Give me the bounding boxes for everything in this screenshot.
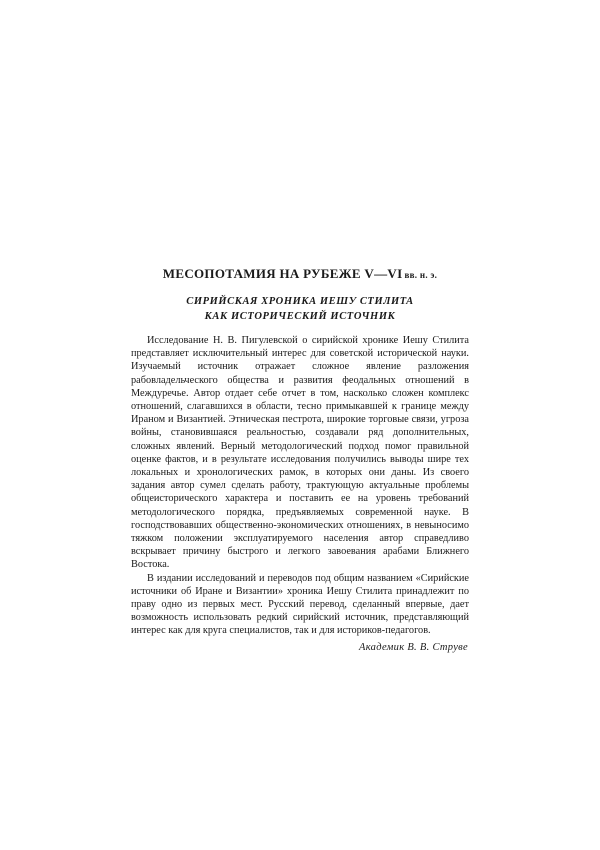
subtitle-line-1: СИРИЙСКАЯ ХРОНИКА ИЕШУ СТИЛИТА <box>186 296 414 307</box>
subtitle-line-2: КАК ИСТОРИЧЕСКИЙ ИСТОЧНИК <box>204 311 396 322</box>
chapter-title-main: МЕСОПОТАМИЯ НА РУБЕЖЕ V—VI <box>162 266 403 281</box>
author-signature: Академик В. В. Струве <box>359 642 468 653</box>
paragraph-1: Исследование Н. В. Пигулевской о сирийской хронике Иешу Стилита представляет исключительный интерес для советской исторической науки. Изучаемый источник отражает сложное явление разложения рабовладельческого общества и развития феодальных отношений в Междуречье. Автор отдает себе отчет в том, насколько сложен комплекс отношений, слагавшихся в области, тесно примыкавшей к границе между Ираном и Византией. Этническая пестрота, широкие торговые связи, угроза войны, становившаяся реальностью, создавали ряд дополнительных, сложных явлений. Верный методологический подход помог правильной оценке фактов, и в результате исследования получились выводы шире тех локальных и хронологических рамок, в которых они даны. Из своего задания автор сумел сделать работу, трактующую актуальные проблемы общеисторического характера и поставить ее на уровень требований методологического порядка, предъявляемых современной науке. В господствовавших общественно-экономических отношениях, в невыносимо тяжком положении эксплуатируемого населения автор справедливо вскрывает причину быстрого и легкого завоевания арабами Ближнего Востока. <box>131 335 469 571</box>
chapter-title-era: вв. н. э. <box>404 270 438 280</box>
chapter-title <box>0 266 600 282</box>
chapter-subtitle <box>0 294 600 324</box>
paragraph-2: В издании исследований и переводов под общим названием «Сирийские источники об Иране и Византии» хроника Иешу Стилита принадлежит по праву одно из первых мест. Русский перевод, сделанный впервые, дает возможность использовать редкий сирийский источник, представляющий интерес как для круга специалистов, так и для историков-педагогов. <box>131 572 469 637</box>
body-text <box>131 334 469 638</box>
